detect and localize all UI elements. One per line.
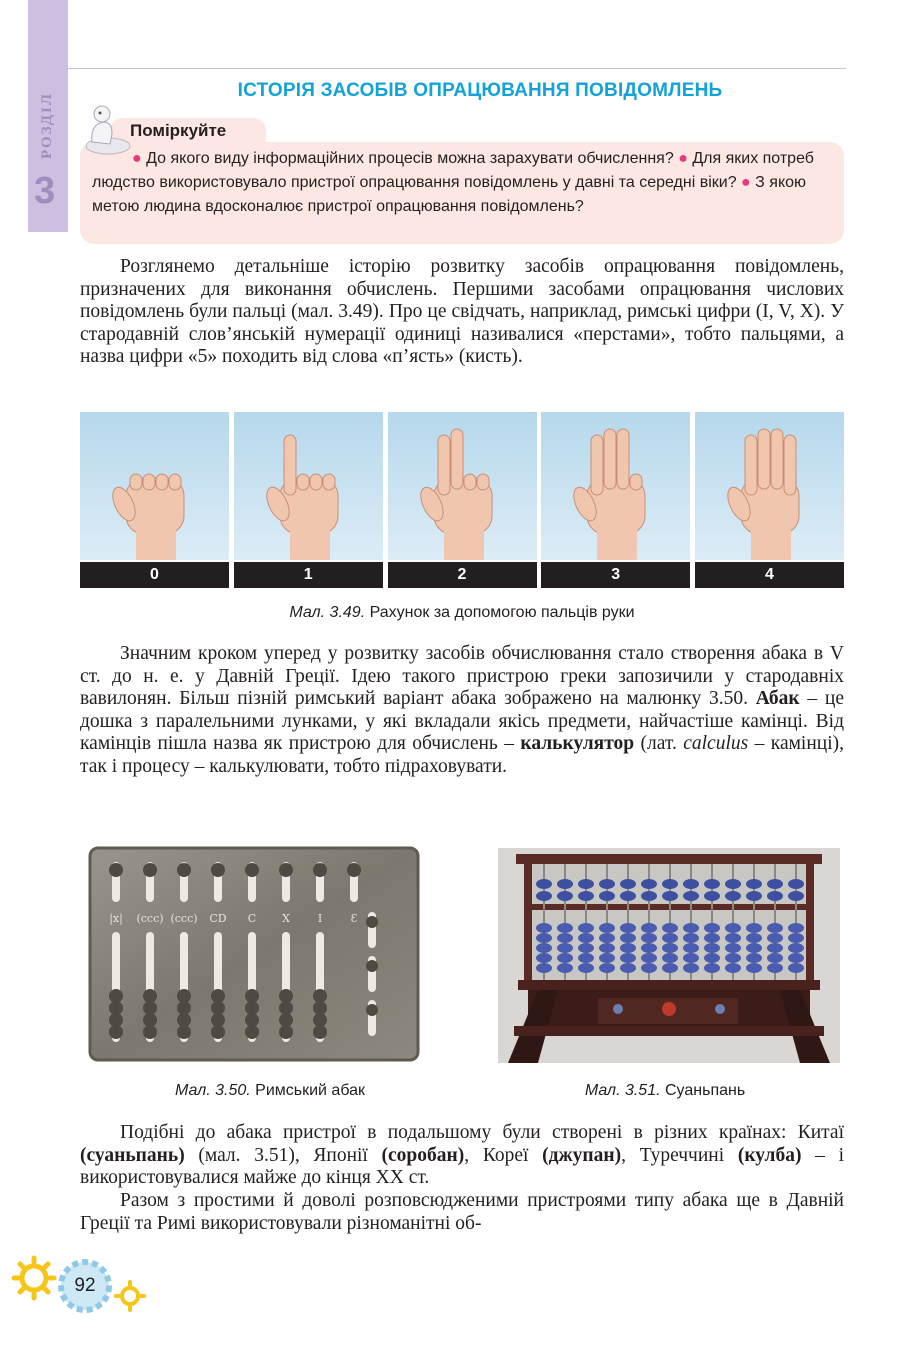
section-title: ІСТОРІЯ ЗАСОБІВ ОПРАЦЮВАННЯ ПОВІДОМЛЕНЬ [237,80,723,101]
roman-label: (ccc) [136,912,164,925]
suanpan-bead [536,933,552,943]
paragraph-1: Розглянемо детальніше історію розвитку засобів опрацювання повідомлень, призначених для виконання обчислень. Першими засобами опрацювання числових повідомлень були пальці (мал. 3.49). Про це свідчать, наприклад, римські цифри (I, V, X). У стародавній слов’янській нумерації одиниці називалися «перстами», тобто пальцями, а назва цифри «5» походить від слова «п’ясть» (кисть). [80,256,844,367]
abacus-bead [109,989,123,1003]
folded-finger [297,474,309,490]
raised-finger [604,429,616,489]
abacus-bead [313,989,327,1003]
suanpan-bead [578,879,594,889]
finger-panel [541,412,690,588]
roman-label: (ccc) [170,912,198,925]
suanpan-bead [767,879,783,889]
suanpan-bead [662,963,678,973]
roman-label: I [317,912,323,925]
folded-finger [630,474,642,490]
roman-label: Ɛ [350,912,358,925]
suanpan-bead [788,933,804,943]
bullet-icon: ● [678,150,688,167]
suanpan-bead [725,953,741,963]
suanpan-bead [557,933,573,943]
suanpan-bead [641,943,657,953]
term-calculator: калькулятор [520,733,635,754]
suanpan-bead [683,953,699,963]
abacus-bead [143,863,157,877]
suanpan-bead [599,963,615,973]
suanpan-bead [599,933,615,943]
abacus-bead [347,863,361,877]
folded-finger [130,474,142,490]
finger-count-label: 1 [234,562,383,588]
abacus-bead [109,863,123,877]
abacus-bead [211,863,225,877]
bullet-icon: ● [132,150,142,167]
suanpan-bead [788,923,804,933]
raised-finger [617,429,629,489]
abacus-bead [211,1013,225,1027]
bullet-icon: ● [741,174,751,191]
suanpan-bead [788,963,804,973]
suanpan-bead [683,891,699,901]
finger-count-label: 2 [388,562,537,588]
chapter-number: 3 [34,170,56,212]
suanpan-bead [599,943,615,953]
abacus-bead [211,989,225,1003]
suanpan-bead [788,879,804,889]
raised-finger [771,429,783,489]
suanpan-bead [746,943,762,953]
suanpan-bead [536,879,552,889]
abacus-bead [177,1025,191,1039]
suanpan-bead [620,891,636,901]
abacus-bead [279,863,293,877]
folded-finger [477,474,489,490]
suanpan-bead [704,943,720,953]
suanpan-bead [557,879,573,889]
suanpan-bead [620,923,636,933]
suanpan-bead [725,891,741,901]
term-abacus: Абак [755,688,800,709]
abacus-bead [366,960,378,972]
suanpan-bead [704,953,720,963]
suanpan-bead [683,943,699,953]
paragraph-2: Значним кроком уперед у розвитку засобів обчислювання стало створення абака в V ст. до н. е. у Давній Греції. Ідею такого пристрою греки запозичили у стародавніх вавилонян. Більш пізній римський варіант абака зображено на малюнку 3.50. Абак – це дошка з паралельними лунками, у які вкладали якісь предмети, найчастіше камінці. Від камінців пішла назва як пристрою для обчислень – калькулятор (лат. calculus – камінці), так і процесу – калькулювати, тобто підраховувати. [80,643,845,777]
suanpan-bead [788,943,804,953]
suanpan-bead [725,963,741,973]
abacus-bead [366,916,378,928]
suanpan-bead [536,923,552,933]
suanpan-bead [683,963,699,973]
suanpan-bead [683,923,699,933]
suanpan-bead [746,953,762,963]
suanpan-bead [599,953,615,963]
abacus-bead [245,863,259,877]
raised-finger [758,429,770,489]
chapter-word: РОЗДІЛ [39,91,56,159]
abacus-bead [143,989,157,1003]
raised-finger [784,435,796,495]
suanpan-bead [746,891,762,901]
question-3: З якою метою людина вдосконалює пристрої опрацювання повідомлень? [92,174,807,215]
hand-image [695,412,844,560]
raised-finger [284,435,296,495]
abacus-bead [279,1013,293,1027]
suanpan-bead [683,933,699,943]
abacus-bead [109,1001,123,1015]
suanpan-bead [620,963,636,973]
question-2: Для яких потреб людство використовувало пристрої опрацювання повідомлень у давні та середні віки? [92,150,814,191]
finger-count-label: 4 [695,562,844,588]
roman-label: C [247,912,257,925]
raised-finger [438,435,450,495]
suanpan-bead [725,923,741,933]
hand-image [80,412,229,560]
finger-panel [695,412,844,588]
suanpan-bead [767,923,783,933]
suanpan-bead [557,891,573,901]
suanpan-bead [725,933,741,943]
folded-finger [464,474,476,490]
hand-image [541,412,690,560]
finger-panel [234,412,383,588]
suanpan-bead [557,963,573,973]
abacus-bead [279,1025,293,1039]
suanpan-bead [641,891,657,901]
abacus-bead [245,1025,259,1039]
abacus-bead [177,1013,191,1027]
paragraph-4: Разом з простими й доволі розповсюдженими пристроями типу абака ще в Давній Греції та Римі використовували різноманітні об- [80,1190,844,1234]
suanpan-bead [641,879,657,889]
abacus-bead [313,1001,327,1015]
abacus-bead [313,1025,327,1039]
suanpan-bead [662,943,678,953]
abacus-bead [245,1013,259,1027]
roman-abacus-image [88,846,420,1062]
abacus-bead [177,1001,191,1015]
suanpan-bead [641,933,657,943]
finger-figure [80,412,844,588]
header-divider [68,68,846,69]
suanpan-bead [641,923,657,933]
suanpan-bead [662,879,678,889]
suanpan-bead [536,953,552,963]
suanpan-bead [683,879,699,889]
abacus-bead [313,863,327,877]
suanpan-bead [746,923,762,933]
raised-finger [591,435,603,495]
suanpan-bead [746,879,762,889]
abacus-bead [279,1001,293,1015]
roman-label: CD [209,912,227,925]
suanpan-bead [578,923,594,933]
abacus-bead [143,1001,157,1015]
suanpan-bead [662,933,678,943]
suanpan-bead [767,953,783,963]
suanpan-bead [704,933,720,943]
suanpan-bead [578,963,594,973]
folded-finger [143,474,155,490]
suanpan-bead [641,953,657,963]
suanpan-bead [704,879,720,889]
suanpan-bead [578,953,594,963]
suanpan-bead [599,879,615,889]
suanpan-bead [620,933,636,943]
suanpan-bead [557,923,573,933]
suanpan-bead [767,933,783,943]
finger-count-label: 0 [80,562,229,588]
suanpan-bead [599,923,615,933]
suanpan-bead [662,953,678,963]
figure-caption-3-51: Мал. 3.51. Суаньпань [584,1082,746,1099]
suanpan-bead [746,933,762,943]
raised-finger [451,429,463,489]
suanpan-bead [578,891,594,901]
suanpan-bead [578,943,594,953]
abacus-bead [245,1001,259,1015]
question-1: До якого виду інформаційних процесів можна зарахувати обчислення? [146,150,674,167]
suanpan-bead [704,891,720,901]
suanpan-bead [536,943,552,953]
suanpan-bead [746,963,762,973]
roman-label: |x| [109,912,123,925]
suanpan-bead [704,923,720,933]
suanpan-bead [704,963,720,973]
folded-finger [169,474,181,490]
suanpan-bead [767,891,783,901]
abacus-bead [211,1025,225,1039]
folded-finger [323,474,335,490]
raised-finger [745,435,757,495]
suanpan-bead [578,933,594,943]
abacus-bead [177,989,191,1003]
suanpan-bead [725,943,741,953]
finger-count-label: 3 [541,562,690,588]
suanpan-bead [536,963,552,973]
hand-image [388,412,537,560]
suanpan-bead [557,943,573,953]
suanpan-bead [725,879,741,889]
abacus-bead [143,1025,157,1039]
abacus-bead [211,1001,225,1015]
suanpan-bead [620,953,636,963]
suanpan-bead [536,891,552,901]
suanpan-bead [620,943,636,953]
folded-finger [310,474,322,490]
suanpan-bead [788,953,804,963]
abacus-bead [109,1013,123,1027]
figure-caption-3-49: Мал. 3.49. Рахунок за допомогою пальців руки [289,604,635,621]
suanpan-image [498,848,840,1063]
suanpan-bead [620,879,636,889]
abacus-bead [279,989,293,1003]
folded-finger [156,474,168,490]
finger-panel [388,412,537,588]
suanpan-bead [788,891,804,901]
suanpan-bead [767,943,783,953]
abacus-bead [109,1025,123,1039]
abacus-bead [366,1004,378,1016]
abacus-bead [177,863,191,877]
finger-panel [80,412,229,588]
abacus-bead [245,989,259,1003]
hand-image [234,412,383,560]
suanpan-bead [662,891,678,901]
figure-caption-3-50: Мал. 3.50. Римський абак [174,1082,366,1099]
suanpan-bead [599,891,615,901]
paragraph-3: Подібні до абака пристрої в подальшому були створені в різних країнах: Китаї (суаньпань) (мал. 3.51), Японії (соробан), Кореї (джупан), Туреччині (кулба) – і використовувалися майже до кінця XX ст. [80,1122,845,1188]
roman-label: X [282,912,290,925]
think-label: Поміркуйте [130,121,227,140]
suanpan-bead [767,963,783,973]
abacus-bead [143,1013,157,1027]
think-questions [92,147,834,219]
suanpan-bead [662,923,678,933]
abacus-bead [313,1013,327,1027]
suanpan-bead [641,963,657,973]
page-number: 92 [74,1275,96,1296]
suanpan-bead [557,953,573,963]
